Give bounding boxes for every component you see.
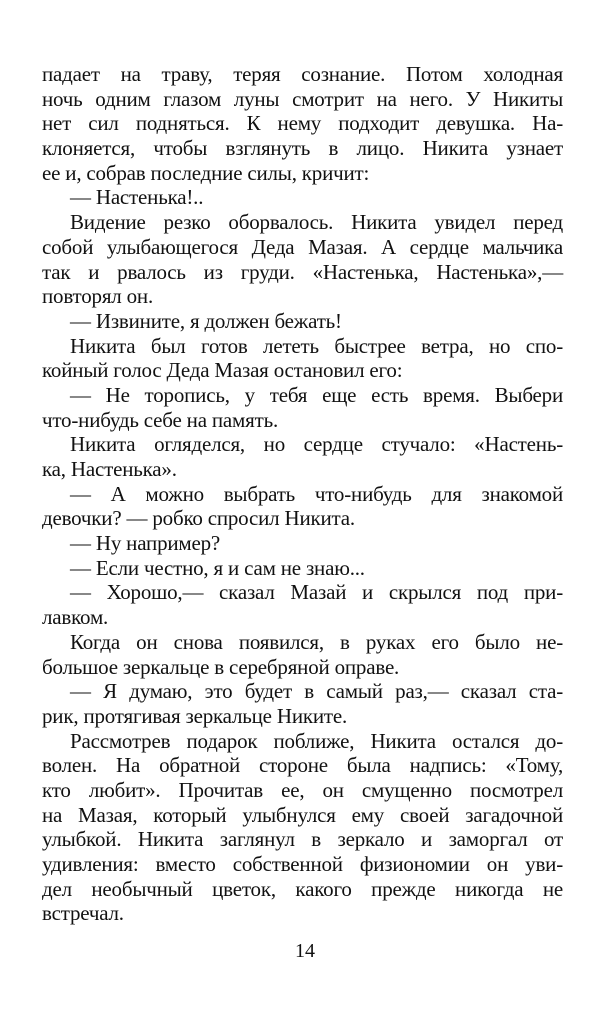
text-line: Рассмотрев подарок поближе, Никита остался до- [70,728,563,753]
page-number: 14 [295,940,315,962]
text-line: на Мазая, который улыбнулся ему своей загадочной [42,802,563,827]
text-line: дел необычный цветок, какого прежде никогда не [42,876,563,901]
text-line: — Ну например? [70,531,221,556]
text-line: повторял он. [42,284,154,309]
text-line: клоняется, чтобы взглянуть в лицо. Никита узнает [42,136,563,161]
text-line: — Если честно, я и сам не знаю... [70,555,365,580]
text-line: ка, Настенька». [42,457,177,481]
text-line: Когда он снова появился, в руках его было не- [70,629,563,654]
text-line: падает на траву, теряя сознание. Потом холодная [42,62,563,86]
text-line: Никита был готов лететь быстрее ветра, но спо- [70,333,563,358]
text-line: койный голос Деда Мазая остановил его: [42,358,403,383]
text-line: встречал. [42,901,124,926]
page-body-text [42,62,563,926]
text-line: — Не торопись, у тебя еще есть время. Выбери [70,382,563,407]
text-line: Видение резко оборвалось. Никита увидел перед [70,210,563,235]
text-line: улыбкой. Никита заглянул в зеркало и заморгал от [42,827,563,852]
text-line: большое зеркальце в серебряной оправе. [42,654,400,679]
text-line: удивления: вместо собственной физиономии он уви- [42,852,563,876]
text-line: — А можно выбрать что-нибудь для знакомой [70,481,563,506]
text-line: волен. На обратной стороне была надпись: «Тому, [42,753,563,778]
text-line: — Я думаю, это будет в самый раз,— сказал ста- [70,679,563,704]
text-line: нет сил подняться. К нему подходит девушка. На- [42,111,563,136]
text-line: собой улыбающегося Деда Мазая. А сердце мальчика [42,234,563,259]
text-line: лавком. [42,605,109,630]
text-line: ночь одним глазом луны смотрит на него. У Никиты [42,86,563,111]
text-line: Никита огляделся, но сердце стучало: «Настень- [70,432,563,457]
text-line: так и рвалось из груди. «Настенька, Настенька»,— [42,259,563,284]
text-line: рик, протягивая зеркальце Никите. [42,703,348,728]
text-line: ее и, собрав последние силы, кричит: [42,160,370,185]
text-line: — Настенька!.. [70,185,204,210]
text-line: — Хорошо,— сказал Мазай и скрылся под при- [70,580,563,605]
text-line: что-нибудь себе на память. [42,407,279,432]
text-line: кто любит». Прочитав ее, он смущенно посмотрел [42,777,563,802]
text-line: — Извините, я должен бежать! [70,308,342,333]
text-line: девочки? — робко спросил Никита. [42,506,355,531]
